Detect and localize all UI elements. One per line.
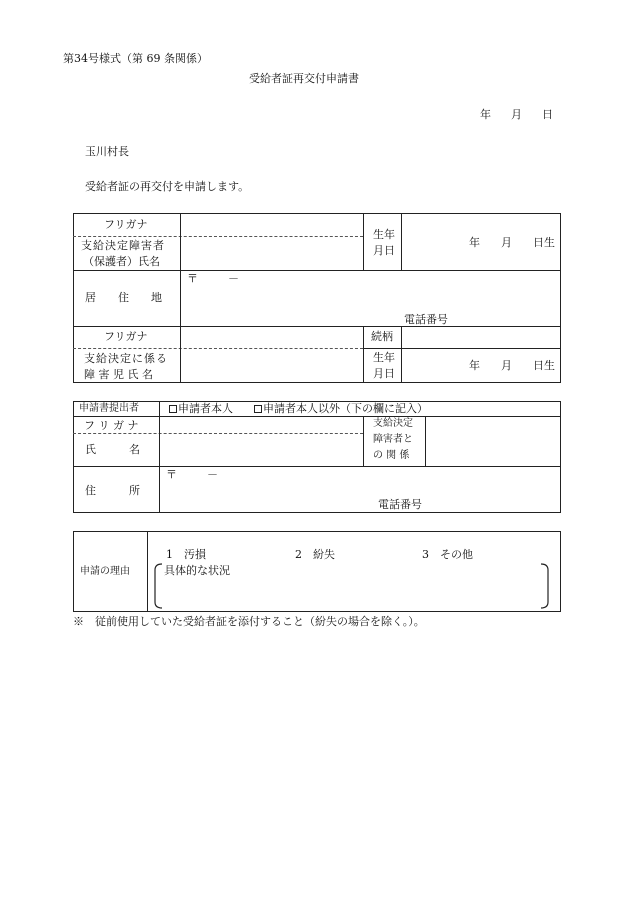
birth-label-2: 月日 (373, 367, 395, 380)
submitter-furigana-field[interactable] (160, 417, 363, 433)
submitter-other-label: 申請者本人以外（下の欄に記入） (263, 402, 428, 415)
birth-month-label: 月 (501, 236, 512, 249)
postal-mark: 〒 (166, 468, 177, 481)
birth-label-2: 月日 (373, 244, 395, 257)
submitter-self-checkbox[interactable] (169, 405, 177, 413)
child-name-label-2: 障 害 児 氏 名 (84, 368, 153, 381)
furigana-label: フ リ ガ ナ (84, 419, 139, 432)
column-divider (363, 213, 364, 270)
form-number: 第34号様式（第 69 条関係） (63, 52, 208, 65)
applicant-name-label-2: （保護者）氏名 (83, 255, 160, 268)
relationship-field[interactable] (402, 327, 560, 348)
right-bracket-icon (539, 563, 551, 609)
birth-month-label: 月 (501, 359, 512, 372)
submitter-address-label: 住 所 (85, 484, 140, 497)
reason-option-lost[interactable]: 2 紛失 (295, 548, 335, 561)
applicant-name-field[interactable] (181, 237, 363, 270)
left-bracket-icon (152, 563, 164, 609)
date-month-label: 月 (511, 108, 522, 121)
detail-label: 具体的な状況 (164, 564, 230, 577)
birth-year-label: 年 (469, 359, 480, 372)
column-divider (363, 326, 364, 383)
applicant-name-label: 支給決定障害者 (81, 239, 165, 252)
postal-dash: － (228, 272, 239, 285)
reason-option-soiled[interactable]: 1 汚損 (166, 548, 206, 561)
statement: 受給者証の再交付を申請します。 (85, 180, 250, 193)
submitter-relation-field[interactable] (426, 417, 560, 466)
birth-label: 生年 (373, 228, 395, 241)
column-divider (147, 531, 148, 612)
birth-day-label: 日生 (533, 236, 555, 249)
relation-label: 支給決定 (373, 418, 413, 429)
submitter-other-checkbox[interactable] (254, 405, 262, 413)
postal-dash: － (207, 468, 218, 481)
applicant-furigana-field[interactable] (181, 214, 363, 236)
column-divider (363, 416, 364, 466)
relation-label-2: 障害者と (373, 434, 413, 445)
date-day-label: 日 (542, 108, 553, 121)
page-title: 受給者証再交付申請書 (249, 72, 359, 85)
phone-label: 電話番号 (378, 498, 422, 511)
detail-field[interactable] (164, 578, 538, 606)
postal-mark: 〒 (187, 272, 198, 285)
child-name-field[interactable] (181, 349, 363, 382)
reason-label: 申請の理由 (80, 566, 130, 577)
submitter-name-field[interactable] (160, 434, 363, 466)
birth-label: 生年 (373, 351, 395, 364)
birth-day-label: 日生 (533, 359, 555, 372)
footnote: ※ 従前使用していた受給者証を添付すること（紛失の場合を除く。）。 (73, 615, 425, 628)
submitter-label: 申請書提出者 (79, 403, 139, 414)
residence-label: 居 住 地 (85, 291, 162, 304)
submitter-address-field[interactable] (160, 467, 560, 512)
submitter-name-label: 氏 名 (85, 443, 140, 456)
date-year-label: 年 (480, 108, 491, 121)
submitter-self-label: 申請者本人 (178, 402, 233, 415)
addressee: 玉川村長 (85, 145, 129, 158)
phone-label: 電話番号 (404, 313, 448, 326)
furigana-label: フリガナ (104, 330, 148, 343)
reason-option-other[interactable]: 3 その他 (422, 548, 473, 561)
birth-year-label: 年 (469, 236, 480, 249)
relation-label-3: の 関 係 (373, 450, 410, 461)
relationship-label: 続柄 (371, 330, 393, 343)
child-furigana-field[interactable] (181, 327, 363, 348)
child-name-label: 支給決定に係る (84, 352, 168, 365)
furigana-label: フリガナ (104, 218, 148, 231)
